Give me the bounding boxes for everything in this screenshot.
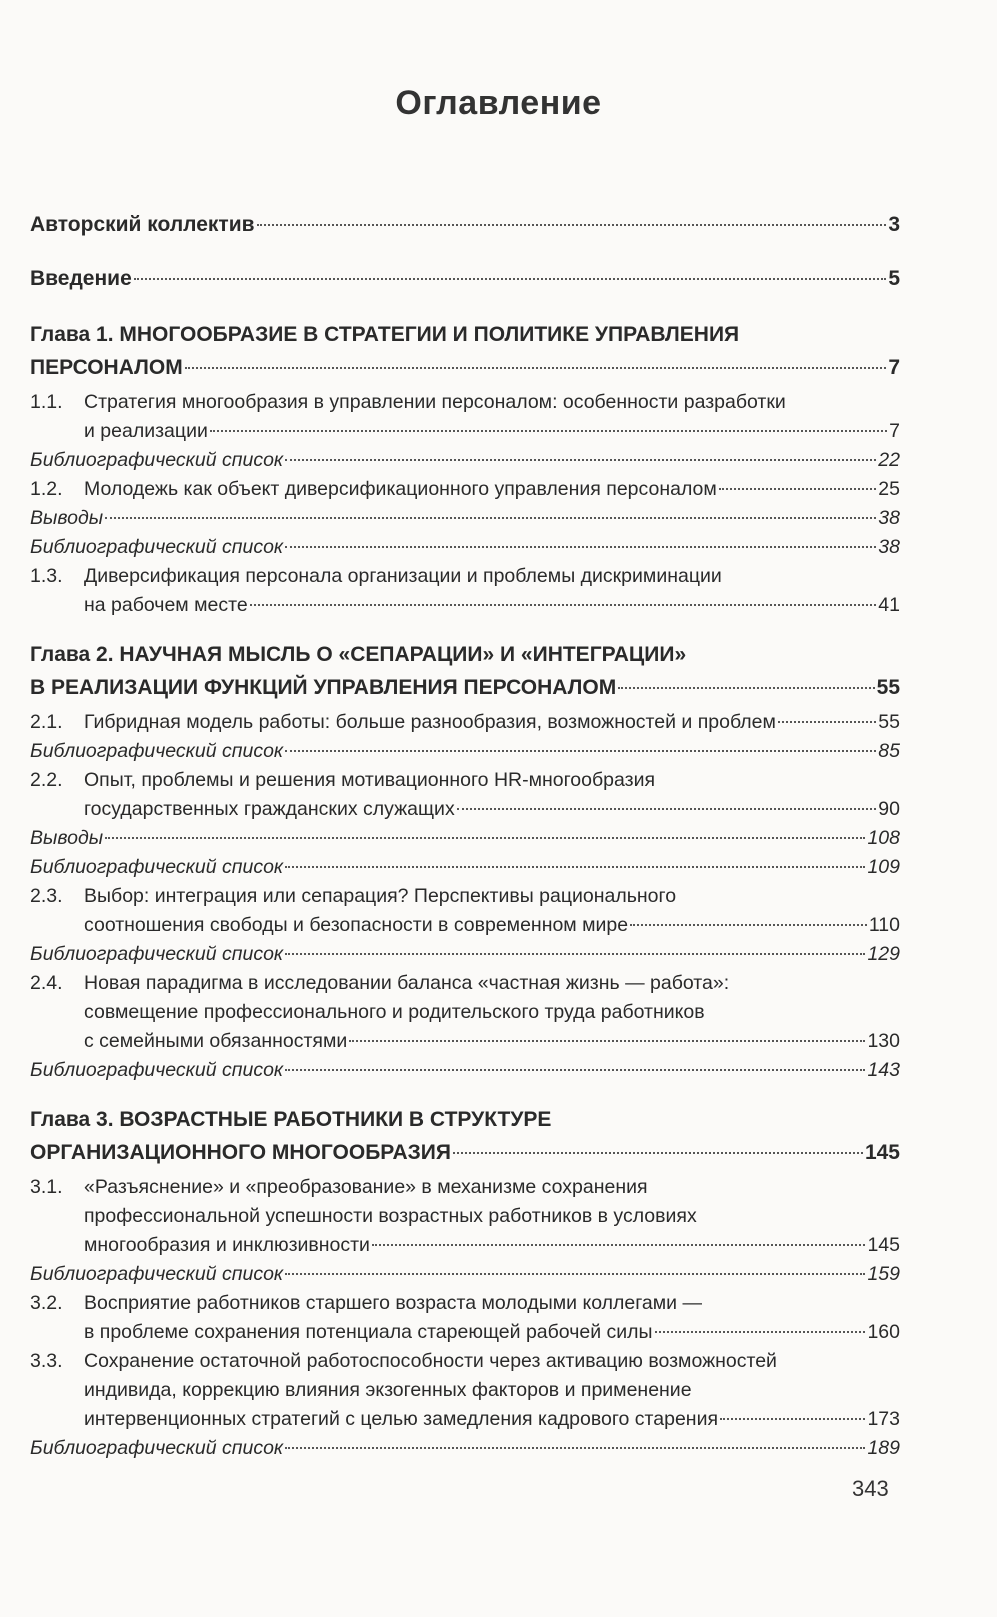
leader-dots xyxy=(719,488,877,490)
toc-bibliography[interactable] xyxy=(30,1056,900,1085)
section-number: 3.3. xyxy=(30,1350,63,1372)
section-title-line: индивида, коррекцию влияния экзогенных факторов и применение xyxy=(84,1379,692,1401)
leader-dots xyxy=(250,604,877,606)
entry-page: 22 xyxy=(878,449,900,471)
section-title-line: многообразия и инклюзивности xyxy=(84,1234,370,1256)
leader-dots xyxy=(285,866,865,868)
toc-bibliography[interactable] xyxy=(30,737,900,766)
toc-section-3-1[interactable] xyxy=(30,1173,900,1260)
entry-page: 173 xyxy=(867,1408,900,1430)
leader-dots xyxy=(257,224,887,226)
entry-page: 108 xyxy=(867,827,900,849)
page-title: Оглавление xyxy=(395,84,602,122)
toc-section-1-3[interactable] xyxy=(30,562,900,620)
entry-page: 5 xyxy=(888,267,900,290)
section-title-line: профессиональной успешности возрастных работников в условиях xyxy=(84,1205,697,1227)
entry-page: 41 xyxy=(878,594,900,616)
section-number: 3.2. xyxy=(30,1292,63,1314)
leader-dots xyxy=(105,837,865,839)
entry-page: 189 xyxy=(867,1437,900,1459)
chapter-title-line: В РЕАЛИЗАЦИИ ФУНКЦИЙ УПРАВЛЕНИЯ ПЕРСОНАЛОМ xyxy=(30,676,617,699)
entry-title: Библиографический список xyxy=(30,536,284,558)
leader-dots xyxy=(285,1447,865,1449)
entry-page: 38 xyxy=(878,536,900,558)
section-title-line: Молодежь как объект диверсификационного управления персоналом xyxy=(84,478,717,500)
section-title-line: Новая парадигма в исследовании баланса «частная жизнь — работа»: xyxy=(84,972,730,994)
leader-dots xyxy=(778,721,876,723)
section-title-line: государственных гражданских служащих xyxy=(84,798,455,820)
leader-dots xyxy=(105,517,876,519)
chapter-1-heading[interactable] xyxy=(30,318,900,384)
section-number: 3.1. xyxy=(30,1176,63,1198)
entry-title: Авторский коллектив xyxy=(30,213,255,236)
entry-page: 143 xyxy=(867,1059,900,1081)
section-title-line: Опыт, проблемы и решения мотивационного HR-многообразия xyxy=(84,769,656,791)
toc-section-2-1[interactable] xyxy=(30,708,900,737)
section-title-line: в проблеме сохранения потенциала стареющей рабочей силы xyxy=(84,1321,653,1343)
toc-bibliography[interactable] xyxy=(30,446,900,475)
chapter-title-line: ОРГАНИЗАЦИОННОГО МНОГООБРАЗИЯ xyxy=(30,1141,451,1164)
leader-dots xyxy=(285,546,876,548)
entry-page: 7 xyxy=(888,356,900,379)
leader-dots xyxy=(720,1418,865,1420)
toc-section-1-1[interactable] xyxy=(30,388,900,446)
table-of-contents xyxy=(30,210,900,1463)
toc-bibliography[interactable] xyxy=(30,853,900,882)
entry-page: 145 xyxy=(867,1234,900,1256)
leader-dots xyxy=(453,1152,863,1154)
entry-page: 38 xyxy=(878,507,900,529)
entry-page: 145 xyxy=(864,1141,900,1164)
section-title-line: «Разъяснение» и «преобразование» в механизме сохранения xyxy=(84,1176,648,1198)
toc-entry-authors[interactable] xyxy=(30,210,900,240)
section-title-line: Диверсификация персонала организации и проблемы дискриминации xyxy=(84,565,722,587)
entry-title: Библиографический список xyxy=(30,449,284,471)
toc-bibliography[interactable] xyxy=(30,1434,900,1463)
chapter-title-line: Глава 1. МНОГООБРАЗИЕ В СТРАТЕГИИ И ПОЛИТИКЕ УПРАВЛЕНИЯ xyxy=(30,323,740,346)
toc-conclusions[interactable] xyxy=(30,504,900,533)
leader-dots xyxy=(285,953,865,955)
section-number: 2.1. xyxy=(30,711,63,733)
section-title-line: Сохранение остаточной работоспособности через активацию возможностей xyxy=(84,1350,777,1372)
entry-page: 55 xyxy=(878,711,900,733)
entry-page: 109 xyxy=(867,856,900,878)
page-number: 343 xyxy=(852,1476,889,1501)
section-title-line: совмещение профессионального и родительского труда работников xyxy=(84,1001,705,1023)
leader-dots xyxy=(285,750,876,752)
section-number: 2.2. xyxy=(30,769,63,791)
section-title-line: Восприятие работников старшего возраста молодыми коллегами — xyxy=(84,1292,702,1314)
entry-title: Выводы xyxy=(30,507,104,529)
leader-dots xyxy=(655,1331,866,1333)
toc-entry-introduction[interactable] xyxy=(30,264,900,294)
toc-bibliography[interactable] xyxy=(30,940,900,969)
entry-page: 160 xyxy=(867,1321,900,1343)
entry-page: 159 xyxy=(867,1263,900,1285)
entry-page: 85 xyxy=(878,740,900,762)
leader-dots xyxy=(372,1244,866,1246)
entry-title: Введение xyxy=(30,267,132,290)
toc-section-1-2[interactable] xyxy=(30,475,900,504)
section-number: 1.3. xyxy=(30,565,63,587)
leader-dots xyxy=(285,1069,865,1071)
entry-page: 110 xyxy=(868,914,900,936)
entry-page: 90 xyxy=(878,798,900,820)
toc-section-3-2[interactable] xyxy=(30,1289,900,1347)
toc-bibliography[interactable] xyxy=(30,533,900,562)
toc-conclusions[interactable] xyxy=(30,824,900,853)
chapter-2-heading[interactable] xyxy=(30,638,900,704)
chapter-title-line: Глава 3. ВОЗРАСТНЫЕ РАБОТНИКИ В СТРУКТУРЕ xyxy=(30,1108,552,1131)
leader-dots xyxy=(630,924,867,926)
entry-page: 3 xyxy=(888,213,900,236)
leader-dots xyxy=(457,808,877,810)
section-number: 2.4. xyxy=(30,972,63,994)
entry-page: 25 xyxy=(878,478,900,500)
leader-dots xyxy=(210,430,887,432)
entry-title: Библиографический список xyxy=(30,1437,284,1459)
entry-page: 130 xyxy=(867,1030,900,1052)
toc-section-2-2[interactable] xyxy=(30,766,900,824)
entry-page: 129 xyxy=(867,943,900,965)
section-title-line: Гибридная модель работы: больше разнообразия, возможностей и проблем xyxy=(84,711,776,733)
section-title-line: и реализации xyxy=(84,420,208,442)
section-number: 1.2. xyxy=(30,478,63,500)
toc-section-3-3[interactable] xyxy=(30,1347,900,1434)
entry-title: Библиографический список xyxy=(30,1059,284,1081)
section-title-line: соотношения свободы и безопасности в современном мире xyxy=(84,914,629,936)
section-title-line: Выбор: интеграция или сепарация? Перспективы рационального xyxy=(84,885,677,907)
chapter-title-line: Глава 2. НАУЧНАЯ МЫСЛЬ О «СЕПАРАЦИИ» И «ИНТЕГРАЦИИ» xyxy=(30,643,687,666)
leader-dots xyxy=(618,687,874,689)
section-title-line: с семейными обязанностями xyxy=(84,1030,348,1052)
section-title-line: интервенционных стратегий с целью замедления кадрового старения xyxy=(84,1408,719,1430)
leader-dots xyxy=(285,1273,865,1275)
entry-title: Библиографический список xyxy=(30,856,284,878)
section-number: 2.3. xyxy=(30,885,63,907)
leader-dots xyxy=(285,459,876,461)
toc-bibliography[interactable] xyxy=(30,1260,900,1289)
section-number: 1.1. xyxy=(30,391,63,413)
leader-dots xyxy=(349,1040,865,1042)
entry-title: Библиографический список xyxy=(30,1263,284,1285)
entry-page: 55 xyxy=(876,676,900,699)
chapter-title-line: ПЕРСОНАЛОМ xyxy=(30,356,183,379)
toc-section-2-3[interactable] xyxy=(30,882,900,940)
entry-title: Библиографический список xyxy=(30,943,284,965)
entry-page: 7 xyxy=(889,420,900,442)
entry-title: Библиографический список xyxy=(30,740,284,762)
chapter-3-heading[interactable] xyxy=(30,1103,900,1169)
section-title-line: Стратегия многообразия в управлении персоналом: особенности разработки xyxy=(84,391,786,413)
leader-dots xyxy=(185,367,887,369)
entry-title: Выводы xyxy=(30,827,104,849)
leader-dots xyxy=(134,278,887,280)
toc-section-2-4[interactable] xyxy=(30,969,900,1056)
section-title-line: на рабочем месте xyxy=(84,594,248,616)
